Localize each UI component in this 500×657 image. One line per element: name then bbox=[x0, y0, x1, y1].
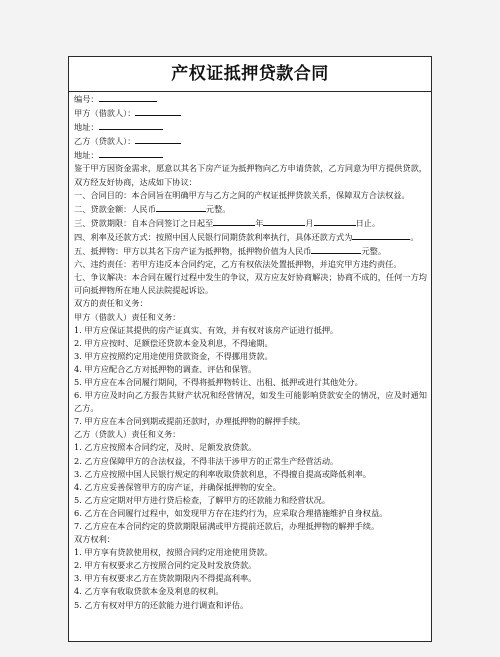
both-rights-item: 3. 甲方有权要求乙方在贷款期限内不得提高利率。 bbox=[74, 573, 257, 584]
party-b-row bbox=[74, 134, 427, 148]
clause-5 bbox=[74, 244, 427, 258]
address-a-row bbox=[74, 120, 427, 134]
contract-number-label: 编号： bbox=[74, 94, 99, 104]
preamble: 鉴于甲方因资金需求，愿意以其名下房产证为抵押物向乙方申请贷款，乙方同意为甲方提供贷款，双方经友好协商，达成如下协议： bbox=[74, 163, 427, 187]
party-b-item: 6. 乙方在合同履行过程中，如发现甲方存在违约行为，应采取合理措施维护自身权益。 bbox=[74, 507, 388, 518]
collateral-value-blank bbox=[311, 244, 361, 254]
end-month-blank bbox=[263, 216, 305, 226]
address-b-label: 地址： bbox=[74, 150, 99, 161]
rights-heading: 双方的责任和义务： bbox=[74, 298, 148, 309]
party-a-blank bbox=[135, 106, 181, 116]
both-rights-heading: 双方权利： bbox=[74, 534, 115, 545]
both-rights-item: 5. 乙方有权对甲方的还款能力进行调查和评估。 bbox=[74, 599, 249, 610]
clause-3 bbox=[74, 216, 427, 230]
address-b-blank bbox=[99, 148, 163, 158]
clause-4-text: 四、利率及还款方式：按照中国人民银行同期贷款利率执行，具体还款方式为 bbox=[74, 231, 353, 242]
party-b-item: 2. 乙方应保障甲方的合法权益，不得非法干涉甲方的正常生产经营活动。 bbox=[74, 455, 339, 466]
clause-2-suffix: 元整。 bbox=[205, 203, 231, 214]
address-a-label: 地址： bbox=[74, 122, 99, 133]
contract-number-row bbox=[74, 92, 427, 106]
party-b-duties-heading: 乙方（贷款人）责任和义务： bbox=[74, 429, 181, 440]
both-rights-item: 2. 甲方有权要求乙方按照合同约定及时发放贷款。 bbox=[74, 560, 257, 571]
party-a-item: 2. 甲方应按时、足额偿还贷款本金及利息，不得逾期。 bbox=[74, 337, 273, 348]
clause-2 bbox=[74, 202, 427, 216]
party-a-item: 5. 甲方应在本合同履行期间，不得将抵押物转让、出租、抵押或进行其他处分。 bbox=[74, 376, 363, 387]
clause-3-year: 年 bbox=[255, 217, 264, 228]
clause-3-prefix: 三、贷款期限：自本合同签订之日起至 bbox=[74, 217, 214, 228]
party-a-item: 4. 甲方应配合乙方对抵押物的调查、评估和保管。 bbox=[74, 363, 257, 374]
clause-5-prefix: 五、抵押物：甲方以其名下房产证为抵押物，抵押物价值为人民币 bbox=[74, 246, 312, 257]
party-b-item: 5. 乙方应定期对甲方进行贷后检查，了解甲方的还款能力和经营状况。 bbox=[74, 494, 331, 505]
party-b-item: 4. 乙方应妥善保管甲方的房产证，并确保抵押物的安全。 bbox=[74, 481, 281, 492]
clause-1: 一、合同目的：本合同旨在明确甲方与乙方之间的产权证抵押贷款关系，保障双方合法权益。 bbox=[74, 189, 410, 200]
clause-4 bbox=[74, 230, 427, 244]
clause-4-end: 。 bbox=[410, 231, 419, 242]
contract-document bbox=[68, 56, 432, 642]
both-rights-item: 4. 乙方享有收取贷款本金及利息的权利。 bbox=[74, 586, 224, 597]
address-b-row bbox=[74, 148, 427, 162]
end-year-blank bbox=[213, 216, 255, 226]
document-body bbox=[69, 92, 431, 612]
clause-7: 七、争议解决：本合同在履行过程中发生的争议，双方应友好协商解决；协商不成的，任何一方均可向抵押物所在地人民法院提起诉讼。 bbox=[74, 272, 427, 296]
document-title: 产权证抵押贷款合同 bbox=[69, 57, 431, 92]
clause-6: 六、违约责任：若甲方违反本合同约定，乙方有权依法处置抵押物，并追究甲方违约责任。 bbox=[74, 259, 402, 270]
party-b-item: 1. 乙方应按照本合同约定，及时、足额发放贷款。 bbox=[74, 442, 257, 453]
end-day-blank bbox=[314, 216, 356, 226]
party-a-item: 7. 甲方应在本合同到期或提前还款时，办理抵押物的解押手续。 bbox=[74, 416, 306, 427]
party-a-item: 6. 甲方应及时向乙方报告其财产状况和经营情况，如发生可能影响贷款安全的情况，应及时通知乙方。 bbox=[74, 390, 427, 414]
party-b-item: 3. 乙方应按照中国人民银行规定的利率收取贷款利息，不得擅自提高或降低利率。 bbox=[74, 468, 371, 479]
party-a-label: 甲方（借款人）： bbox=[74, 108, 136, 119]
party-b-blank bbox=[135, 134, 181, 144]
party-a-item: 3. 甲方应按照约定用途使用贷款资金，不得挪用贷款。 bbox=[74, 350, 273, 361]
clause-3-day: 日止。 bbox=[355, 217, 381, 228]
contract-number-blank bbox=[99, 92, 157, 102]
party-b-item: 7. 乙方应在本合同约定的贷款期限届满或甲方提前还款后，办理抵押物的解押手续。 bbox=[74, 521, 380, 531]
clause-2-prefix: 二、贷款金额：人民币 bbox=[74, 203, 156, 214]
clause-3-month: 月 bbox=[305, 217, 314, 228]
clause-5-suffix: 元整。 bbox=[361, 246, 387, 257]
address-a-blank bbox=[99, 120, 163, 130]
party-b-label: 乙方（贷款人）： bbox=[74, 136, 136, 147]
party-a-item: 1. 甲方应保证其提供的房产证真实、有效，并有权对该房产证进行抵押。 bbox=[74, 324, 339, 335]
loan-amount-blank bbox=[156, 202, 206, 212]
party-a-duties-heading: 甲方（借款人）责任和义务： bbox=[74, 311, 181, 322]
party-a-row bbox=[74, 106, 427, 120]
both-rights-item: 1. 甲方享有贷款使用权，按照合同约定用途使用贷款。 bbox=[74, 547, 273, 558]
repayment-method-blank bbox=[352, 230, 410, 240]
